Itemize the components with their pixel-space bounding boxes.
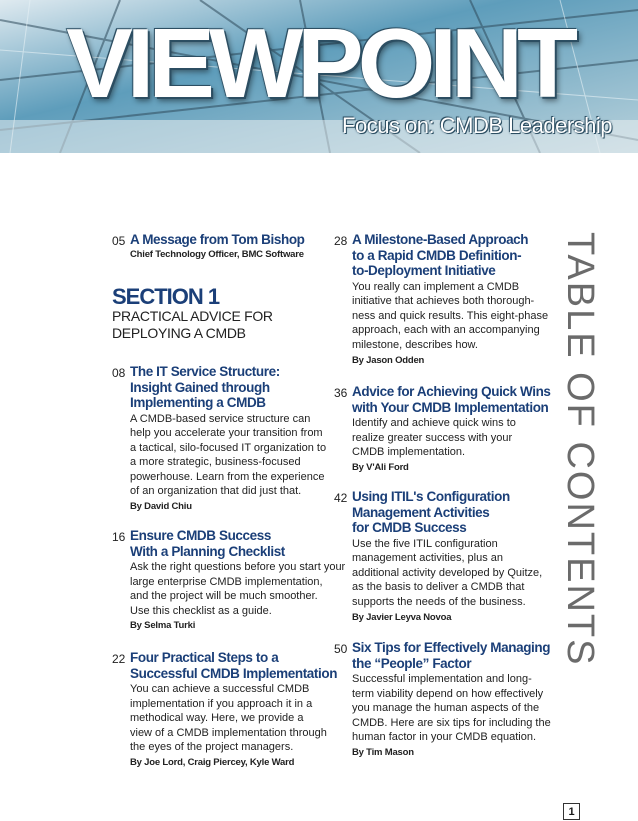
toc-entry-title-line: for CMDB Success <box>352 520 467 535</box>
toc-entry-title-line: A Milestone-Based Approach <box>352 232 529 247</box>
toc-entry-summary-line: management activities, plus an <box>352 552 504 565</box>
page-number: 1 <box>563 803 580 820</box>
masthead-title: VIEWPOINT <box>66 8 572 118</box>
toc-page-number: 28 <box>334 234 348 248</box>
toc-entry-title-line: Implementing a CMDB <box>130 395 266 410</box>
toc-entry-summary-line: additional activity developed by Quitze, <box>352 566 543 579</box>
toc-entry-summary-line: Use this checklist as a guide. <box>130 604 272 617</box>
toc-label <box>559 232 601 667</box>
toc-entry-title <box>130 364 280 411</box>
toc-entry-summary-line: help you accelerate your transition from <box>130 427 323 440</box>
toc-entry-summary-line: powerhouse. Learn from the experience <box>130 470 325 483</box>
toc-entry-title-line: to a Rapid CMDB Definition- <box>352 247 522 263</box>
toc-entry-summary-line: realize greater success with your <box>352 431 513 444</box>
toc-entry-summary-line: of an organization that did just that. <box>130 485 302 498</box>
toc-entry-summary <box>352 672 551 745</box>
toc-label-text: TABLE OF CONTENTS <box>559 232 601 667</box>
toc-entry-summary <box>352 537 542 610</box>
toc-entry-title-line: the “People” Factor <box>352 655 472 671</box>
toc-entry-summary <box>352 416 516 460</box>
toc-entry-title <box>352 384 551 415</box>
toc-entry-title <box>130 650 337 681</box>
toc-entry-summary-line: milestone, describes how. <box>352 338 478 351</box>
toc-entry-summary-line: CMDB. Here are six tips for including the <box>352 716 551 729</box>
toc-entry-summary-line: a tactical, silo-focused IT organization to <box>130 441 327 454</box>
toc-entry-title-line: Successful CMDB Implementation <box>130 665 338 681</box>
toc-entry-summary <box>130 412 326 500</box>
toc-page-number: 36 <box>334 386 348 400</box>
toc-entry-summary-line: methodical way. Here, we provide a <box>130 712 304 725</box>
toc-entry-byline: By V'Ali Ford <box>352 461 409 473</box>
toc-entry-summary-line: human factor in your CMDB equation. <box>352 731 537 744</box>
toc-entry-summary-line: a more strategic, business-focused <box>130 456 301 469</box>
toc-entry-summary-line: you manage the human aspects of the <box>352 702 540 715</box>
toc-entry-title <box>352 489 510 536</box>
toc-entry-title-line: with Your CMDB Implementation <box>352 399 549 415</box>
section-subtitle <box>112 308 273 342</box>
section-subtitle-line: PRACTICAL ADVICE FOR <box>112 308 273 324</box>
toc-entry-summary-line: You can achieve a successful CMDB <box>130 683 310 695</box>
toc-entry-title-line: to-Deployment Initiative <box>352 263 496 278</box>
toc-page-number: 05 <box>112 234 126 248</box>
toc-entry-summary-line: A CMDB-based service structure can <box>130 412 311 425</box>
toc-entry-summary-line: CMDB implementation. <box>352 446 466 459</box>
toc-entry-summary-line: ness and quick results. This eight-phase <box>352 309 549 322</box>
toc-entry-title-line: Advice for Achieving Quick Wins <box>352 384 551 399</box>
toc-entry-summary-line: the eyes of the project managers. <box>130 741 294 754</box>
toc-entry-summary <box>130 682 327 755</box>
toc-entry-title-line: Using ITIL's Configuration <box>352 489 510 504</box>
toc-entry-title <box>352 640 550 671</box>
toc-entry-summary-line: approach, each with an accompanying <box>352 324 540 337</box>
toc-page-number: 16 <box>112 530 126 544</box>
toc-entry-summary-line: as the basis to deliver a CMDB that <box>352 581 525 594</box>
toc-page-number: 42 <box>334 491 348 505</box>
toc-entry-byline: By Jason Odden <box>352 354 425 366</box>
section-heading: SECTION 1 <box>112 284 220 309</box>
toc-entry-title-line: Six Tips for Effectively Managing <box>352 640 551 655</box>
toc-entry-title-line: Management Activities <box>352 504 490 520</box>
toc-entry-byline: Chief Technology Officer, BMC Software <box>130 248 304 260</box>
toc-entry-summary-line: Successful implementation and long- <box>352 673 532 685</box>
toc-entry-summary-line: large enterprise CMDB implementation, <box>130 575 323 588</box>
toc-entry-title-line: Insight Gained through <box>130 379 270 395</box>
section-subtitle-line: DEPLOYING A CMDB <box>112 325 246 341</box>
toc-entry-title <box>130 232 305 248</box>
toc-entry-byline: By Joe Lord, Craig Piercey, Kyle Ward <box>130 757 295 768</box>
toc-entry-summary-line: Ask the right questions before you start your <box>130 561 346 573</box>
toc-entry-title-line: A Message from Tom Bishop <box>130 232 305 247</box>
toc-entry-title-line: The IT Service Structure: <box>130 364 280 379</box>
toc-entry-summary-line: initiative that achieves both thorough- <box>352 295 535 308</box>
toc-page-number: 50 <box>334 642 348 656</box>
toc-entry-summary-line: view of a CMDB implementation through <box>130 726 327 739</box>
toc-entry-title <box>352 232 528 279</box>
toc-entry-byline: By Javier Leyva Novoa <box>352 611 452 623</box>
toc-entry-summary <box>130 560 345 618</box>
masthead-subtitle: Focus on: CMDB Leadership <box>342 113 612 138</box>
toc-entry-summary-line: and the project will be much smoother. <box>130 590 318 603</box>
toc-entry-summary-line: term viability depend on how effectively <box>352 687 544 700</box>
toc-entry-byline: By Selma Turki <box>130 620 196 632</box>
toc-entry-byline: By David Chiu <box>130 501 192 513</box>
toc-entry-summary-line: You really can implement a CMDB <box>352 280 520 293</box>
masthead-banner <box>0 0 638 153</box>
toc-page-number: 22 <box>112 652 126 666</box>
toc-entry-summary-line: Identify and achieve quick wins to <box>352 417 516 429</box>
toc-entry-summary-line: supports the needs of the business. <box>352 595 526 608</box>
toc-entry-summary-line: implementation if you approach it in a <box>130 697 313 710</box>
toc-entry-summary-line: Use the five ITIL configuration <box>352 537 498 550</box>
toc-entry-title-line: Four Practical Steps to a <box>130 650 279 665</box>
toc-entry-title-line: With a Planning Checklist <box>130 543 285 559</box>
toc-entry-summary <box>352 280 548 353</box>
toc-entry-title-line: Ensure CMDB Success <box>130 528 271 543</box>
toc-entry-byline: By Tim Mason <box>352 747 414 758</box>
toc-page-number: 08 <box>112 366 126 380</box>
toc-entry-title <box>130 528 285 559</box>
